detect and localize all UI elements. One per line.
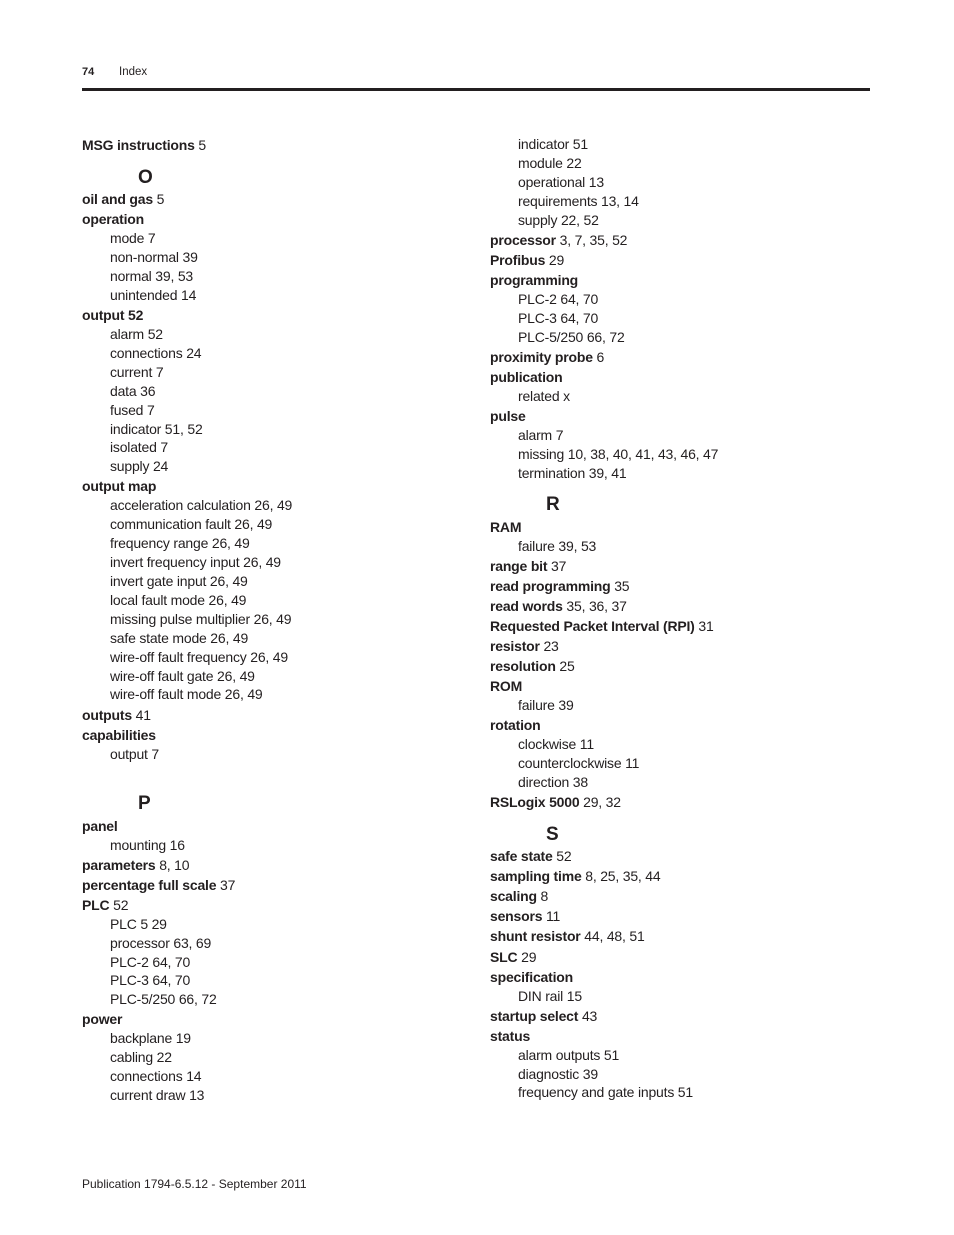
index-term: power — [82, 1011, 123, 1028]
index-page-refs: 37 — [551, 557, 567, 574]
index-sub-entry: invert frequency input 26, 49 — [110, 554, 281, 571]
index-term: shunt resistor — [490, 928, 581, 945]
index-term: sampling time — [490, 868, 582, 885]
index-term: read words — [490, 597, 563, 614]
index-sub-entry: non-normal 39 — [110, 249, 198, 266]
index-main-entry — [490, 1007, 890, 1026]
index-sub-entry: connections 24 — [110, 344, 202, 361]
index-main-entry — [490, 716, 890, 735]
index-sub-entry: isolated 7 — [110, 439, 168, 456]
index-page-refs: 6 — [596, 348, 605, 365]
index-term: ROM — [490, 678, 523, 695]
index-letter-heading: O — [138, 167, 153, 189]
section-gap — [82, 763, 482, 793]
index-sub-entry: mode 7 — [110, 230, 156, 247]
index-main-entry — [490, 1027, 890, 1046]
index-page-refs: 29, 32 — [583, 794, 621, 810]
section-gap — [490, 482, 890, 494]
index-sub-entry: PLC-2 64, 70 — [110, 953, 191, 970]
index-sub-entry: counterclockwise 11 — [518, 755, 640, 771]
index-term: outputs — [82, 706, 132, 723]
index-sub-entry: PLC-3 64, 70 — [518, 309, 599, 326]
index-sub-entry: alarm 52 — [110, 326, 163, 342]
index-main-entry — [490, 887, 890, 906]
index-main-entry — [82, 306, 482, 325]
index-sub-entry: safe state mode 26, 49 — [110, 629, 249, 646]
index-page-refs: 35, 36, 37 — [566, 597, 627, 614]
index-page-refs: 5 — [198, 137, 206, 154]
index-main-entry — [490, 231, 890, 250]
index-main-entry — [82, 726, 482, 745]
index-main-entry — [82, 876, 482, 895]
index-term: specification — [490, 968, 573, 985]
index-sub-entry: current 7 — [110, 363, 164, 380]
header-rule — [82, 88, 870, 91]
index-sub-entry: mounting 16 — [110, 836, 185, 853]
index-term: RSLogix 5000 — [490, 794, 580, 810]
index-term: scaling — [490, 888, 537, 905]
index-letter-heading: R — [546, 494, 560, 516]
index-page-refs: 8, 25, 35, 44 — [585, 868, 661, 885]
index-term: startup select — [490, 1007, 579, 1024]
index-main-entry — [82, 706, 482, 725]
index-main-entry — [490, 907, 890, 926]
index-sub-entry: termination 39, 41 — [518, 464, 627, 481]
index-term: parameters — [82, 856, 156, 873]
index-page-refs: 8, 10 — [159, 856, 190, 873]
index-main-entry — [490, 867, 890, 886]
index-sub-entry: cabling 22 — [110, 1049, 172, 1066]
index-term: rotation — [490, 717, 541, 734]
index-term: panel — [82, 817, 118, 834]
index-sub-entry: diagnostic 39 — [518, 1065, 598, 1082]
publication-footer: Publication 1794-6.5.12 - September 2011 — [82, 1177, 307, 1191]
index-term: resistor — [490, 638, 540, 654]
index-term: publication — [490, 368, 563, 385]
index-column-right — [490, 135, 890, 1102]
index-sub-entry: data 36 — [110, 382, 156, 399]
index-sub-entry: failure 39 — [518, 697, 574, 714]
index-sub-entry: fused 7 — [110, 401, 155, 418]
index-sub-entry: wire-off fault frequency 26, 49 — [110, 648, 288, 665]
index-sub-entry: wire-off fault mode 26, 49 — [110, 686, 263, 703]
index-term: capabilities — [82, 726, 156, 743]
index-sub-entry: alarm 7 — [518, 426, 564, 443]
index-sub-entry: failure 39, 53 — [518, 537, 597, 554]
index-main-entry — [82, 817, 482, 836]
index-sub-entry: indicator 51 — [518, 136, 588, 152]
index-main-entry — [82, 477, 482, 496]
index-term: pulse — [490, 407, 526, 424]
index-main-entry — [490, 927, 890, 946]
index-sub-entry: frequency and gate inputs 51 — [518, 1084, 693, 1101]
page-number: 74 — [82, 66, 95, 78]
index-sub-entry: indicator 51, 52 — [110, 420, 203, 437]
index-term: resolution — [490, 658, 556, 675]
index-term: output 52 — [82, 307, 144, 324]
index-page-refs: 41 — [135, 706, 151, 723]
index-column-left — [82, 135, 482, 1105]
index-sub-entry: wire-off fault gate 26, 49 — [110, 667, 255, 684]
index-sub-entry: clockwise 11 — [518, 736, 594, 753]
index-term: range bit — [490, 557, 548, 574]
index-main-entry — [490, 251, 890, 270]
index-main-entry — [490, 637, 890, 656]
index-main-entry — [490, 948, 890, 967]
index-page-refs: 29 — [548, 251, 565, 268]
index-page-refs: 37 — [220, 876, 236, 893]
index-term: SLC — [490, 948, 518, 965]
index-sub-entry: direction 38 — [518, 773, 588, 790]
index-main-entry — [490, 617, 890, 636]
index-term: oil and gas — [82, 191, 153, 208]
index-page-refs: 52 — [113, 896, 129, 913]
index-term: processor — [490, 231, 556, 248]
index-sub-entry: acceleration calculation 26, 49 — [110, 497, 293, 514]
index-page-refs: 44, 48, 51 — [584, 928, 645, 945]
index-main-entry — [490, 577, 890, 596]
index-page-refs: 29 — [521, 948, 537, 965]
index-letter-heading: P — [138, 793, 151, 815]
index-main-entry — [82, 210, 482, 229]
index-sub-entry: requirements 13, 14 — [518, 192, 639, 209]
index-main-entry — [490, 677, 890, 696]
index-sub-entry: PLC-5/250 66, 72 — [518, 328, 625, 345]
index-main-entry — [82, 856, 482, 875]
index-term: PLC — [82, 896, 110, 913]
index-page-refs: 23 — [543, 638, 559, 654]
index-term: safe state — [490, 848, 553, 865]
index-sub-entry: module 22 — [518, 154, 582, 171]
index-sub-entry: frequency range 26, 49 — [110, 535, 250, 552]
index-main-entry — [490, 518, 890, 537]
index-sub-entry: current draw 13 — [110, 1087, 205, 1104]
index-term: operation — [82, 211, 144, 228]
index-main-entry — [82, 1010, 482, 1029]
index-page-refs: 43 — [581, 1007, 598, 1024]
index-main-entry — [490, 368, 890, 387]
index-sub-entry: output 7 — [110, 745, 159, 762]
index-main-entry — [490, 793, 890, 812]
index-term: programming — [490, 271, 579, 288]
index-main-entry — [490, 657, 890, 676]
index-sub-entry: missing pulse multiplier 26, 49 — [110, 610, 292, 627]
index-term: read programming — [490, 577, 611, 594]
index-sub-entry: communication fault 26, 49 — [110, 516, 273, 533]
index-page-refs: 8 — [540, 888, 549, 905]
index-sub-entry: PLC-5/250 66, 72 — [110, 991, 217, 1008]
index-term: sensors — [490, 908, 543, 925]
section-gap — [82, 155, 482, 167]
index-main-entry — [82, 190, 482, 209]
index-main-entry — [490, 271, 890, 290]
index-main-entry — [490, 847, 890, 866]
index-term: Requested Packet Interval (RPI) — [490, 617, 695, 634]
index-sub-entry: supply 24 — [110, 458, 169, 475]
index-term: proximity probe — [490, 348, 593, 365]
index-sub-entry: supply 22, 52 — [518, 211, 599, 228]
index-term: status — [490, 1027, 531, 1044]
index-sub-entry: backplane 19 — [110, 1030, 191, 1047]
index-sub-entry: invert gate input 26, 49 — [110, 572, 248, 589]
index-page-refs: 3, 7, 35, 52 — [559, 231, 628, 248]
index-sub-entry: alarm outputs 51 — [518, 1046, 620, 1063]
index-sub-entry: PLC-2 64, 70 — [518, 290, 599, 307]
section-title: Index — [119, 66, 148, 78]
index-sub-entry: DIN rail 15 — [518, 987, 582, 1004]
index-term: RAM — [490, 518, 522, 535]
index-sub-entry: PLC 5 29 — [110, 915, 167, 932]
index-sub-entry: processor 63, 69 — [110, 934, 212, 951]
index-main-entry — [82, 136, 482, 155]
index-main-entry — [490, 557, 890, 576]
index-page-refs: 35 — [614, 577, 630, 594]
index-sub-entry: related x — [518, 387, 570, 404]
index-term: percentage full scale — [82, 876, 217, 893]
index-page-refs: 11 — [546, 908, 561, 925]
index-sub-entry: local fault mode 26, 49 — [110, 591, 247, 608]
section-gap — [490, 812, 890, 824]
index-page-refs: 52 — [556, 848, 572, 865]
index-main-entry — [490, 348, 890, 367]
index-sub-entry: missing 10, 38, 40, 41, 43, 46, 47 — [518, 445, 719, 462]
index-sub-entry: normal 39, 53 — [110, 268, 194, 285]
index-term: Profibus — [490, 251, 546, 268]
index-main-entry — [490, 407, 890, 426]
index-sub-entry: PLC-3 64, 70 — [110, 972, 191, 989]
index-main-entry — [490, 597, 890, 616]
index-page-refs: 5 — [156, 191, 165, 208]
index-sub-entry: operational 13 — [518, 173, 604, 190]
index-letter-heading: S — [546, 823, 559, 845]
index-term: output map — [82, 478, 157, 495]
index-page-refs: 31 — [698, 617, 714, 634]
index-sub-entry: unintended 14 — [110, 287, 197, 303]
index-main-entry — [82, 896, 482, 915]
index-main-entry — [490, 968, 890, 987]
index-term: MSG instructions — [82, 137, 195, 154]
index-page-refs: 25 — [559, 658, 575, 675]
index-sub-entry: connections 14 — [110, 1068, 202, 1085]
